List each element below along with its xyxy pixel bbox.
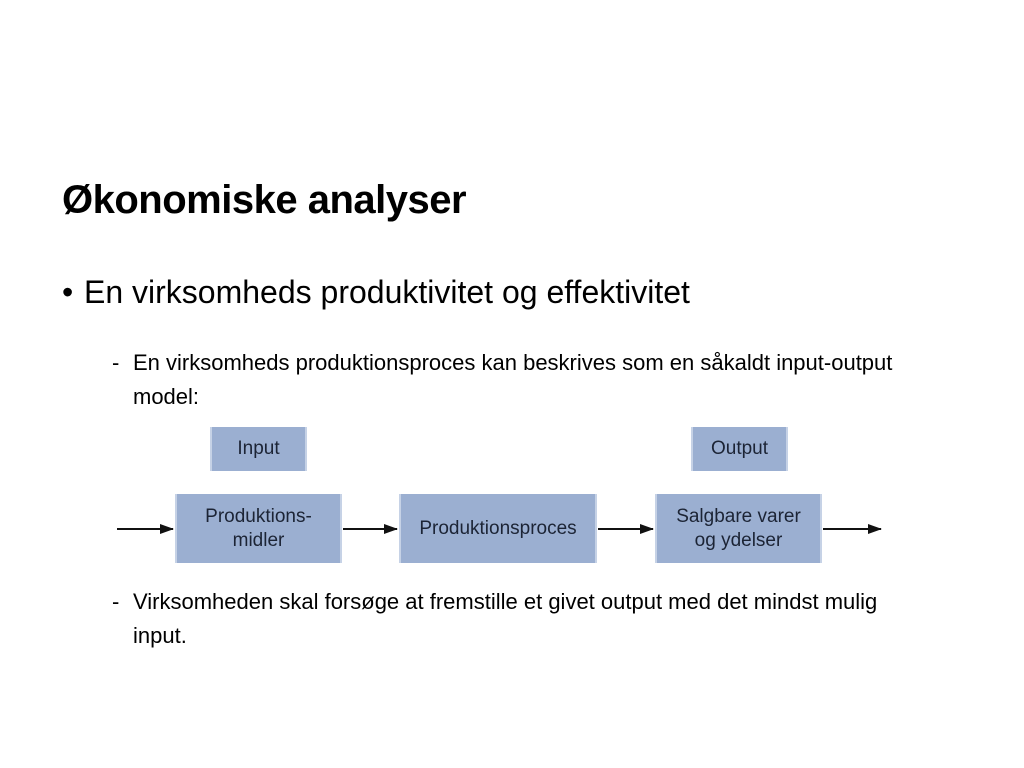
node-label-line: Salgbare varer: [676, 505, 801, 527]
bullet-marker: •: [62, 274, 74, 310]
node-label-line: Produktionsproces: [419, 517, 577, 539]
slide-title: Økonomiske analyser: [62, 178, 467, 222]
bullet-text: En virksomheds produktivitet og effektivitet: [84, 274, 690, 310]
node-label-line: og ydelser: [694, 529, 783, 551]
subpoint-marker: -: [112, 350, 120, 375]
node-label-line: Produktions-: [205, 505, 312, 527]
input-label-box: [210, 427, 307, 471]
subpoint-text: En virksomheds produktionsproces kan beskrives som en såkaldt input-output model:: [133, 350, 893, 409]
node-label-line: midler: [232, 529, 285, 551]
node-produktionsmidler: [175, 494, 342, 563]
subpoint-2: [112, 585, 912, 653]
node-salgbare-varer: [655, 494, 822, 563]
output-label-box: [691, 427, 788, 471]
input-label: Input: [237, 438, 280, 459]
subpoint-marker: -: [112, 589, 120, 614]
subpoint-text: Virksomheden skal forsøge at fremstille et givet output med det mindst mulig input.: [133, 589, 878, 648]
node-produktionsproces: [399, 494, 597, 563]
output-label: Output: [710, 438, 769, 459]
